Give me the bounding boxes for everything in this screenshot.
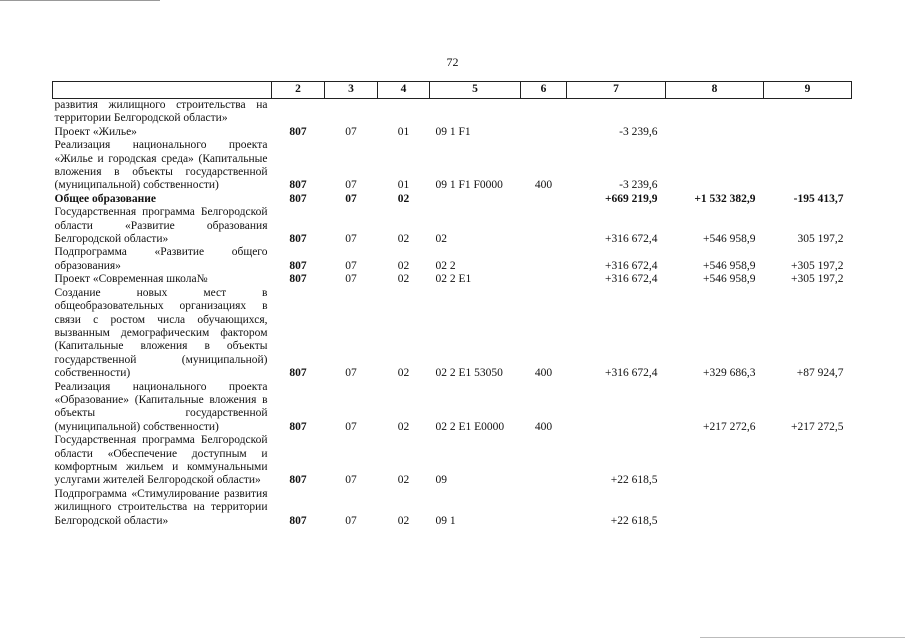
- table-row: [53, 434, 852, 488]
- row-amount-col9-cell: 305 197,2: [797, 233, 844, 246]
- row-amount-col9-cell: [764, 139, 852, 193]
- row-ministry-code-cell: 807: [289, 474, 307, 487]
- row-expense-type-cell: [521, 273, 567, 286]
- table-row: [53, 287, 852, 381]
- row-expense-type-cell: 400: [534, 420, 553, 433]
- row-subsection-cell: 02: [397, 259, 410, 272]
- row-section-cell: 07: [345, 367, 357, 380]
- table-row: [53, 126, 852, 139]
- header-col-7: 7: [567, 82, 666, 99]
- row-subsection-cell: 02: [397, 514, 410, 527]
- row-amount-col8-cell: +546 958,9: [703, 273, 756, 286]
- row-section-cell: 07: [345, 474, 357, 487]
- row-name-cell: Реализация национального проекта «Жилье и городская среда» (Капитальные вложения в объекты государственной (муниципальной) собственности): [54, 139, 268, 192]
- row-target-article-cell: 02 2 E1 53050: [435, 367, 503, 380]
- table-row: [53, 488, 852, 528]
- row-subsection-cell: 02: [397, 367, 410, 380]
- row-section-cell: 07: [345, 125, 357, 138]
- row-ministry-code-cell: 807: [289, 259, 307, 272]
- row-subsection-cell: 02: [397, 474, 410, 487]
- row-expense-type-cell: [521, 99, 567, 126]
- row-ministry-code-cell: 807: [289, 192, 307, 205]
- row-name-cell: Проект «Современная школа№: [54, 273, 208, 286]
- row-section-cell: 07: [345, 179, 357, 192]
- row-amount-col9-cell: +305 197,2: [791, 273, 844, 286]
- row-expense-type-cell: [521, 434, 567, 488]
- header-col-1: [53, 82, 272, 99]
- table-row: [53, 99, 852, 126]
- row-amount-col7-cell: -3 239,6: [619, 179, 658, 192]
- row-amount-col9-cell: [764, 434, 852, 488]
- row-subsection-cell: 02: [397, 420, 410, 433]
- row-expense-type-cell: [521, 206, 567, 246]
- row-section-cell: 07: [345, 259, 357, 272]
- row-subsection-cell: 02: [397, 233, 410, 246]
- row-amount-col7-cell: +22 618,5: [610, 514, 658, 527]
- row-amount-col8-cell: [666, 139, 764, 193]
- row-target-article-cell: 09: [435, 474, 447, 487]
- top-rule: [0, 0, 160, 1]
- table-row: [53, 381, 852, 435]
- row-ministry-code-cell: 807: [289, 179, 307, 192]
- row-amount-col7-cell: +316 672,4: [605, 233, 658, 246]
- header-col-2: 2: [272, 82, 325, 99]
- table-row: [53, 139, 852, 193]
- row-ministry-code-cell: [272, 99, 325, 126]
- table-row: [53, 273, 852, 286]
- row-target-article-cell: [430, 99, 521, 126]
- row-target-article-cell: 02 2 E1 E0000: [435, 420, 505, 433]
- row-name-cell: Создание новых мест в общеобразовательных организациях в связи с ростом числа обучающихся, вызванным демографическим фактором (Капитальные вложения в объекты государственной (муниципальной) собственности): [54, 286, 268, 380]
- row-amount-col9-cell: +305 197,2: [791, 259, 844, 272]
- row-section-cell: 07: [345, 233, 357, 246]
- header-col-9: 9: [764, 82, 852, 99]
- row-section-cell: 07: [345, 514, 357, 527]
- row-name-cell: Подпрограмма «Развитие общего образования»: [54, 246, 268, 272]
- table-row: [53, 206, 852, 246]
- table-header-row: [53, 82, 852, 99]
- header-col-3: 3: [325, 82, 378, 99]
- row-expense-type-cell: [521, 246, 567, 273]
- row-amount-col8-cell: +546 958,9: [703, 233, 756, 246]
- table-body: [53, 99, 852, 529]
- row-section-cell: 07: [345, 273, 357, 286]
- row-amount-col9-cell: [764, 99, 852, 126]
- row-target-article-cell: 02 2 E1: [435, 273, 472, 286]
- row-amount-col8-cell: +546 958,9: [703, 259, 756, 272]
- row-target-article-cell: 09 1 F1 F0000: [435, 179, 503, 192]
- row-expense-type-cell: 400: [534, 367, 553, 380]
- row-section-cell: [325, 99, 378, 126]
- header-col-6: 6: [521, 82, 567, 99]
- row-subsection-cell: [378, 99, 430, 126]
- row-amount-col8-cell: +217 272,6: [703, 420, 756, 433]
- budget-table: [52, 81, 852, 528]
- page-number: 72: [446, 55, 459, 69]
- row-ministry-code-cell: 807: [289, 514, 307, 527]
- row-expense-type-cell: [521, 126, 567, 139]
- row-name-cell: Общее образование: [54, 192, 156, 205]
- row-section-cell: 07: [345, 420, 357, 433]
- row-amount-col9-cell: +217 272,5: [791, 420, 844, 433]
- row-subsection-cell: 01: [397, 179, 410, 192]
- row-amount-col8-cell: [666, 434, 764, 488]
- row-name-cell: Государственная программа Белгородской области «Обеспечение доступным и комфортным жильем и коммунальными услугами жителей Белгородской области»: [54, 434, 268, 487]
- row-amount-col7-cell: +22 618,5: [610, 474, 658, 487]
- row-subsection-cell: 02: [397, 273, 410, 286]
- row-target-article-cell: 09 1 F1: [435, 125, 471, 138]
- row-name-cell: Государственная программа Белгородской области «Развитие образования Белгородской области»: [54, 206, 268, 246]
- row-amount-col8-cell: [666, 126, 764, 139]
- row-amount-col9-cell: [764, 126, 852, 139]
- row-amount-col7-cell: +316 672,4: [605, 367, 658, 380]
- row-amount-col7-cell: [567, 381, 666, 435]
- row-target-article-cell: 02: [435, 233, 447, 246]
- row-subsection-cell: 01: [397, 125, 410, 138]
- row-name-cell: Проект «Жилье»: [54, 125, 137, 138]
- row-expense-type-cell: [521, 193, 567, 206]
- row-amount-col7-cell: +316 672,4: [605, 259, 658, 272]
- table-row: [53, 246, 852, 273]
- table-row: [53, 193, 852, 206]
- row-amount-col7-cell: [567, 99, 666, 126]
- row-amount-col7-cell: +669 219,9: [604, 192, 658, 205]
- row-target-article-cell: 02 2: [435, 259, 456, 272]
- row-ministry-code-cell: 807: [289, 125, 307, 138]
- row-ministry-code-cell: 807: [289, 273, 307, 286]
- row-amount-col7-cell: +316 672,4: [605, 273, 658, 286]
- row-amount-col8-cell: +329 686,3: [703, 367, 756, 380]
- header-col-8: 8: [666, 82, 764, 99]
- row-target-article-cell: 09 1: [435, 514, 456, 527]
- row-amount-col9-cell: [764, 488, 852, 528]
- bottom-rule: [700, 637, 905, 638]
- row-amount-col8-cell: [666, 488, 764, 528]
- row-amount-col9-cell: -195 413,7: [793, 192, 844, 205]
- header-col-5: 5: [430, 82, 521, 99]
- row-name-cell: Подпрограмма «Стимулирование развития жилищного строительства на территории Белгородской области»: [54, 487, 268, 527]
- row-section-cell: 07: [345, 192, 357, 205]
- row-name-cell: развития жилищного строительства на территории Белгородской области»: [54, 99, 268, 125]
- row-expense-type-cell: [521, 488, 567, 528]
- row-ministry-code-cell: 807: [289, 420, 307, 433]
- row-amount-col9-cell: +87 924,7: [796, 367, 844, 380]
- row-expense-type-cell: 400: [534, 179, 553, 192]
- header-col-4: 4: [378, 82, 430, 99]
- row-ministry-code-cell: 807: [289, 233, 307, 246]
- row-subsection-cell: 02: [397, 192, 410, 205]
- row-amount-col7-cell: -3 239,6: [619, 125, 658, 138]
- row-amount-col8-cell: +1 532 382,9: [694, 192, 756, 205]
- row-amount-col8-cell: [666, 99, 764, 126]
- row-ministry-code-cell: 807: [289, 367, 307, 380]
- row-name-cell: Реализация национального проекта «Образование» (Капитальные вложения в объекты государственной (муниципальной) собственности): [54, 380, 268, 433]
- row-target-article-cell: [430, 193, 521, 206]
